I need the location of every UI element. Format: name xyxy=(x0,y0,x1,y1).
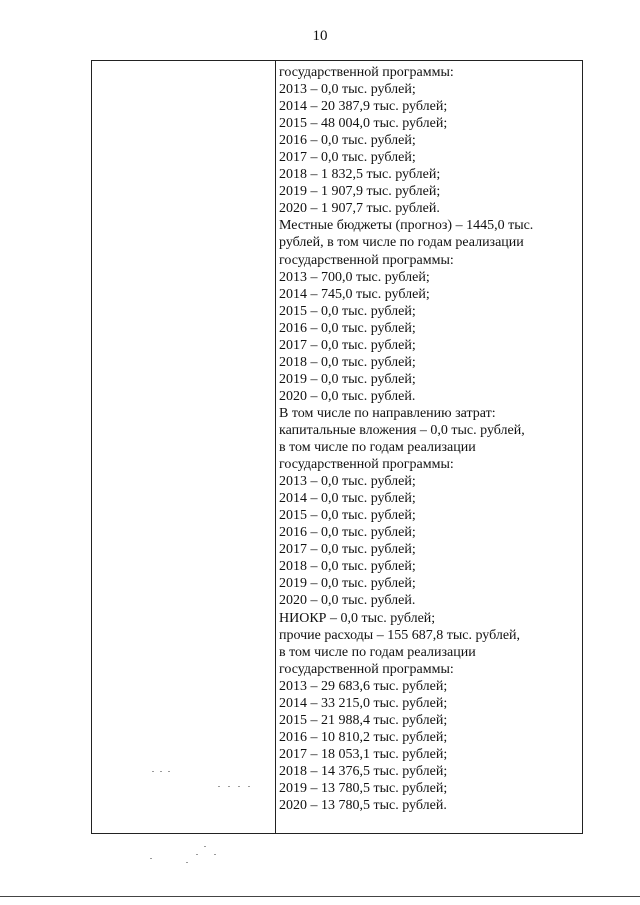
scan-speck xyxy=(238,786,240,787)
scan-speck xyxy=(214,854,216,855)
scan-speck xyxy=(152,771,154,772)
text-line: 2020 – 13 780,5 тыс. рублей. xyxy=(279,798,447,814)
text-line: Местные бюджеты (прогноз) – 1445,0 тыс. xyxy=(279,218,534,234)
text-line: в том числе по годам реализации xyxy=(279,440,476,456)
text-line: 2013 – 0,0 тыс. рублей; xyxy=(279,82,416,98)
text-line: 2019 – 1 907,9 тыс. рублей; xyxy=(279,184,441,200)
scan-speck xyxy=(196,854,198,855)
text-line: 2014 – 745,0 тыс. рублей; xyxy=(279,286,430,302)
text-line: 2015 – 0,0 тыс. рублей; xyxy=(279,303,416,319)
text-line: 2016 – 0,0 тыс. рублей; xyxy=(279,133,416,149)
text-line: 2017 – 0,0 тыс. рублей; xyxy=(279,542,416,558)
text-line: рублей, в том числе по годам реализации xyxy=(279,235,524,251)
text-line: 2017 – 0,0 тыс. рублей; xyxy=(279,337,416,353)
text-line: 2017 – 18 053,1 тыс. рублей; xyxy=(279,746,448,762)
text-line: 2016 – 0,0 тыс. рублей; xyxy=(279,320,416,336)
scan-speck xyxy=(160,771,162,772)
text-line: 2020 – 1 907,7 тыс. рублей. xyxy=(279,201,440,217)
text-line: прочие расходы – 155 687,8 тыс. рублей, xyxy=(279,627,521,643)
scan-speck xyxy=(204,846,206,847)
scan-speck xyxy=(248,786,250,787)
text-line: государственной программы: xyxy=(279,457,454,473)
scan-speck xyxy=(218,786,220,787)
text-line: 2014 – 20 387,9 тыс. рублей; xyxy=(279,99,448,115)
text-line: 2014 – 0,0 тыс. рублей; xyxy=(279,491,416,507)
text-line: В том числе по направлению затрат: xyxy=(279,405,496,421)
text-line: 2019 – 0,0 тыс. рублей; xyxy=(279,576,416,592)
text-line: 2017 – 0,0 тыс. рублей; xyxy=(279,150,416,166)
text-line: 2020 – 0,0 тыс. рублей. xyxy=(279,388,416,404)
column-divider xyxy=(275,61,276,833)
text-line: 2018 – 1 832,5 тыс. рублей; xyxy=(279,167,441,183)
text-line: 2013 – 700,0 тыс. рублей; xyxy=(279,269,430,285)
text-line: в том числе по годам реализации xyxy=(279,644,476,660)
text-line: 2018 – 0,0 тыс. рублей; xyxy=(279,354,416,370)
text-line: государственной программы: xyxy=(279,252,454,268)
text-line: 2020 – 0,0 тыс. рублей. xyxy=(279,593,416,609)
scan-bottom-edge xyxy=(0,896,640,897)
text-line: 2013 – 0,0 тыс. рублей; xyxy=(279,474,416,490)
text-line: 2014 – 33 215,0 тыс. рублей; xyxy=(279,695,448,711)
text-line: капитальные вложения – 0,0 тыс. рублей, xyxy=(279,422,525,438)
text-line: 2018 – 14 376,5 тыс. рублей; xyxy=(279,763,448,779)
scan-speck xyxy=(186,862,188,863)
table-left-cell xyxy=(92,61,275,833)
scan-speck xyxy=(228,786,230,787)
text-line: 2016 – 0,0 тыс. рублей; xyxy=(279,525,416,541)
text-line: 2015 – 0,0 тыс. рублей; xyxy=(279,508,416,524)
text-line: 2013 – 29 683,6 тыс. рублей; xyxy=(279,678,448,694)
text-line: 2019 – 0,0 тыс. рублей; xyxy=(279,371,416,387)
text-line: НИОКР – 0,0 тыс. рублей; xyxy=(279,610,436,626)
text-line: 2019 – 13 780,5 тыс. рублей; xyxy=(279,780,448,796)
text-line: государственной программы: xyxy=(279,65,454,80)
funding-table xyxy=(91,60,583,834)
table-right-cell xyxy=(279,64,579,814)
text-line: 2016 – 10 810,2 тыс. рублей; xyxy=(279,729,448,745)
text-line: 2018 – 0,0 тыс. рублей; xyxy=(279,559,416,575)
text-line: 2015 – 21 988,4 тыс. рублей; xyxy=(279,712,448,728)
text-line: 2015 – 48 004,0 тыс. рублей; xyxy=(279,116,448,132)
scan-speck xyxy=(168,771,170,772)
text-line: государственной программы: xyxy=(279,661,454,677)
scan-speck xyxy=(150,858,152,859)
page-number: 10 xyxy=(312,28,328,44)
